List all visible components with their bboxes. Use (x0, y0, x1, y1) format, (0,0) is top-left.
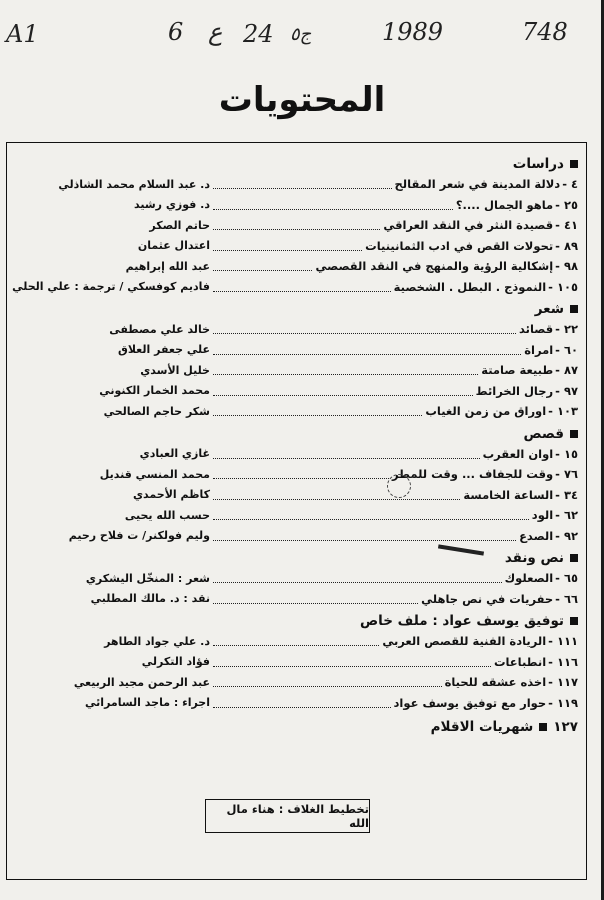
toc-entry-main (210, 343, 578, 357)
entry-dash: - (555, 363, 560, 378)
hand-number: 748 (522, 18, 568, 46)
page-number: ٤١ (563, 218, 578, 233)
entry-dash: - (555, 342, 560, 357)
section-heading (10, 424, 578, 444)
page-number: ١٠٣ (556, 404, 578, 419)
hand-mark: ع (208, 18, 223, 46)
hand-volume: ج٥ (290, 24, 312, 45)
entry-author: اعتدال عثمان (137, 239, 210, 253)
page-number: ٢٥ (563, 197, 578, 212)
entry-author: شعر : المنخّل اليشكري (85, 571, 210, 585)
entry-title: اوان العقرب (482, 446, 554, 461)
toc-entry-main (210, 571, 578, 585)
square-bullet-icon (539, 723, 547, 731)
entry-title: النموذج . البطل . الشخصية (393, 279, 547, 294)
section-heading-text: دراسات (512, 156, 564, 172)
cover-credit (205, 799, 370, 833)
page-number: ١١١ (556, 634, 578, 649)
toc-entry-main (210, 259, 578, 273)
toc-entry (10, 340, 578, 361)
dot-leader (213, 200, 453, 210)
page-number: ١١٦ (556, 654, 578, 669)
entry-author: غازي العبادي (139, 447, 210, 461)
entry-title: وقت للجفاف ... وقت للمطر (392, 467, 554, 482)
entry-title: الود (531, 508, 554, 523)
toc-entry-main (210, 198, 578, 212)
toc-entry (10, 174, 578, 195)
toc-entry (10, 401, 578, 422)
toc-entry (10, 444, 578, 465)
entry-author: فاديم كوفسكي / ترجمة : علي الحلي (12, 280, 210, 294)
entry-title: قصائد (519, 322, 554, 337)
square-bullet-icon (570, 617, 578, 625)
hand-code: A1 (6, 20, 39, 48)
toc-entry-main (210, 177, 578, 191)
entry-dash: - (548, 695, 553, 710)
entry-dash: - (548, 654, 553, 669)
entry-dash: - (555, 259, 560, 274)
entry-dash: - (555, 508, 560, 523)
toc-entry (10, 319, 578, 340)
section-heading-text: نص ونقد (504, 550, 564, 566)
entry-title: طبيعة صامتة (481, 363, 554, 378)
page-number: ١٥ (563, 446, 578, 461)
toc-entry-main (210, 696, 578, 710)
entry-dash: - (555, 467, 560, 482)
toc-entry-main (210, 675, 578, 689)
entry-author: خالد علي مصطفى (109, 322, 210, 336)
dot-leader (213, 406, 422, 416)
page-number: ٨٩ (563, 238, 578, 253)
toc-entry-main (210, 404, 578, 418)
toc-entry (10, 485, 578, 506)
section-heading-text: توفيق يوسف عواد : ملف خاص (360, 613, 564, 629)
toc-entry-main (210, 508, 578, 522)
dot-leader (213, 282, 391, 292)
page-number: ٦٢ (563, 508, 578, 523)
entry-dash: - (555, 487, 560, 502)
entry-dash: - (555, 591, 560, 606)
hand-day: 6 (168, 18, 184, 46)
entry-title: امراة (524, 342, 554, 357)
dot-leader (213, 636, 379, 646)
page-number: ٤ (570, 177, 578, 192)
toc-entry-main (210, 280, 578, 294)
section-heading-text: قصص (523, 425, 564, 442)
entry-author: د. عبد السلام محمد الشاذلي (58, 177, 210, 191)
dot-leader (213, 220, 380, 230)
entry-author: خليل الأسدي (140, 363, 210, 377)
dot-leader (213, 241, 362, 251)
toc-entry (10, 505, 578, 526)
entry-dash: - (555, 446, 560, 461)
dot-leader (213, 345, 521, 355)
dot-leader (213, 657, 491, 667)
entry-dash: - (555, 571, 560, 586)
dot-leader (213, 449, 480, 459)
final-entry (10, 717, 578, 737)
entry-title: رجال الخرائط (475, 383, 554, 398)
dot-leader (213, 490, 460, 500)
dot-leader (213, 365, 478, 375)
toc-entry (10, 381, 578, 402)
entry-author: شكر حاجم الصالحي (103, 404, 210, 418)
entry-title: قصيدة النثر في النقد العراقي (383, 218, 554, 233)
entry-title: دلالة المدينة في شعر المقالح (394, 177, 561, 192)
toc-entry (10, 652, 578, 673)
toc-entry-main (210, 655, 578, 669)
page-number: ١١٩ (556, 695, 578, 710)
page-number: ٦٠ (563, 342, 578, 357)
square-bullet-icon (570, 430, 578, 438)
dot-leader (213, 594, 418, 604)
section-heading (10, 611, 578, 631)
entry-title: حفريات في نص جاهلي (421, 591, 554, 606)
entry-title: حوار مع توفيق يوسف عواد (393, 695, 547, 710)
toc-entry (10, 693, 578, 714)
hand-year: 1989 (382, 18, 444, 46)
page-number: ٩٧ (563, 383, 578, 398)
entry-title: تحولات القص في ادب الثمانينيات (365, 238, 554, 253)
entry-title: انطباعات (493, 654, 547, 669)
section-heading (10, 548, 578, 568)
entry-title: الصدع (519, 528, 554, 543)
square-bullet-icon (570, 305, 578, 313)
toc-entry (10, 589, 578, 610)
final-page-number: ١٢٧ (553, 719, 578, 735)
entry-author: وليم فولكنر/ ت فلاح رحيم (68, 529, 210, 543)
entry-author: علي جعفر العلاق (118, 343, 210, 357)
entry-author: د. فوزي رشيد (134, 198, 210, 212)
hand-issue: 24 (243, 20, 274, 48)
toc-entry (10, 526, 578, 547)
toc-entry (10, 236, 578, 257)
entry-author: عبد الله إبراهيم (125, 259, 210, 273)
toc-entry (10, 195, 578, 216)
dot-leader (213, 324, 516, 334)
entry-dash: - (548, 675, 553, 690)
page-number: ٧٦ (563, 467, 578, 482)
entry-dash: - (555, 218, 560, 233)
section-heading-text: شعر (534, 301, 564, 317)
final-entry-label: شهريات الاقلام (430, 719, 534, 735)
toc-entry-main (210, 218, 578, 232)
toc-entry (10, 568, 578, 589)
dot-leader (213, 386, 473, 396)
entry-dash: - (555, 528, 560, 543)
entry-author: محمد الخمار الكنوني (99, 384, 210, 398)
entry-dash: - (555, 383, 560, 398)
page-number: ١٠٥ (556, 279, 578, 294)
entry-author: حاتم الصكر (149, 218, 210, 232)
entry-title: اخذه عشقه للحياة (444, 675, 547, 690)
toc-entry-main (210, 529, 578, 543)
toc-entry (10, 631, 578, 652)
page-number: ٦٦ (563, 591, 578, 606)
entry-title: الصعلوك (504, 571, 554, 586)
dot-leader (213, 261, 312, 271)
handwritten-annotation (0, 20, 604, 60)
section-heading (10, 154, 578, 174)
square-bullet-icon (570, 160, 578, 168)
entry-dash: - (555, 322, 560, 337)
page-number: ٩٢ (563, 528, 578, 543)
square-bullet-icon (570, 554, 578, 562)
toc-entry-main (210, 239, 578, 253)
dot-leader (213, 677, 442, 687)
toc-entry-main (210, 322, 578, 336)
entry-author: محمد المنسي قنديل (99, 467, 210, 481)
toc-entry (10, 256, 578, 277)
page-number: ٢٢ (563, 322, 578, 337)
page-number: ٨٧ (563, 363, 578, 378)
entry-title: ماهو الجمال ....؟ (455, 197, 554, 212)
dot-leader (213, 510, 529, 520)
dot-leader (213, 531, 516, 541)
page-number: ١١٧ (556, 675, 578, 690)
page-number: ٣٤ (563, 487, 578, 502)
entry-author: اجراء : ماجد السامرائي (85, 696, 210, 710)
entry-dash: - (555, 197, 560, 212)
entry-author: د. علي جواد الطاهر (104, 634, 210, 648)
dot-leader (213, 698, 391, 708)
entry-title: الريادة الفنية للقصص العربي (382, 634, 547, 649)
page-number: ٩٨ (563, 259, 578, 274)
entry-title: الساعة الخامسة (463, 487, 554, 502)
entry-dash: - (562, 177, 567, 192)
page-title: المحتويات (218, 80, 386, 120)
cover-credit-text: تخطيط الغلاف : هناء مال الله (226, 802, 369, 830)
toc-entry (10, 464, 578, 485)
entry-author: نقد : د. مالك المطلبي (90, 592, 210, 606)
toc-entry (10, 215, 578, 236)
entry-author: كاظم الأحمدي (132, 488, 210, 502)
toc-entry (10, 277, 578, 298)
toc-entry (10, 360, 578, 381)
toc-entry-main (210, 447, 578, 461)
entry-author: فؤاد التكرلي (141, 655, 210, 669)
toc-entry-main (210, 634, 578, 648)
toc-entry-main (210, 363, 578, 377)
toc-entry (10, 672, 578, 693)
entry-dash: - (548, 404, 553, 419)
entry-author: حسب الله يحيى (124, 508, 210, 522)
dot-leader (213, 179, 392, 189)
entry-dash: - (548, 279, 553, 294)
toc-entry-main (210, 592, 578, 606)
section-heading (10, 299, 578, 319)
entry-title: اوراق من زمن الغياب (425, 404, 547, 419)
entry-dash: - (555, 238, 560, 253)
pen-circle-mark (387, 474, 411, 498)
dot-leader (213, 573, 502, 583)
page-number: ٦٥ (563, 571, 578, 586)
entry-title: إشكالية الرؤية والمنهج في النقد القصصي (315, 259, 554, 274)
toc-entry-main (210, 384, 578, 398)
contents-list (10, 152, 578, 737)
dot-leader (213, 469, 389, 479)
entry-dash: - (548, 634, 553, 649)
entry-author: عبد الرحمن مجيد الربيعي (73, 675, 210, 689)
